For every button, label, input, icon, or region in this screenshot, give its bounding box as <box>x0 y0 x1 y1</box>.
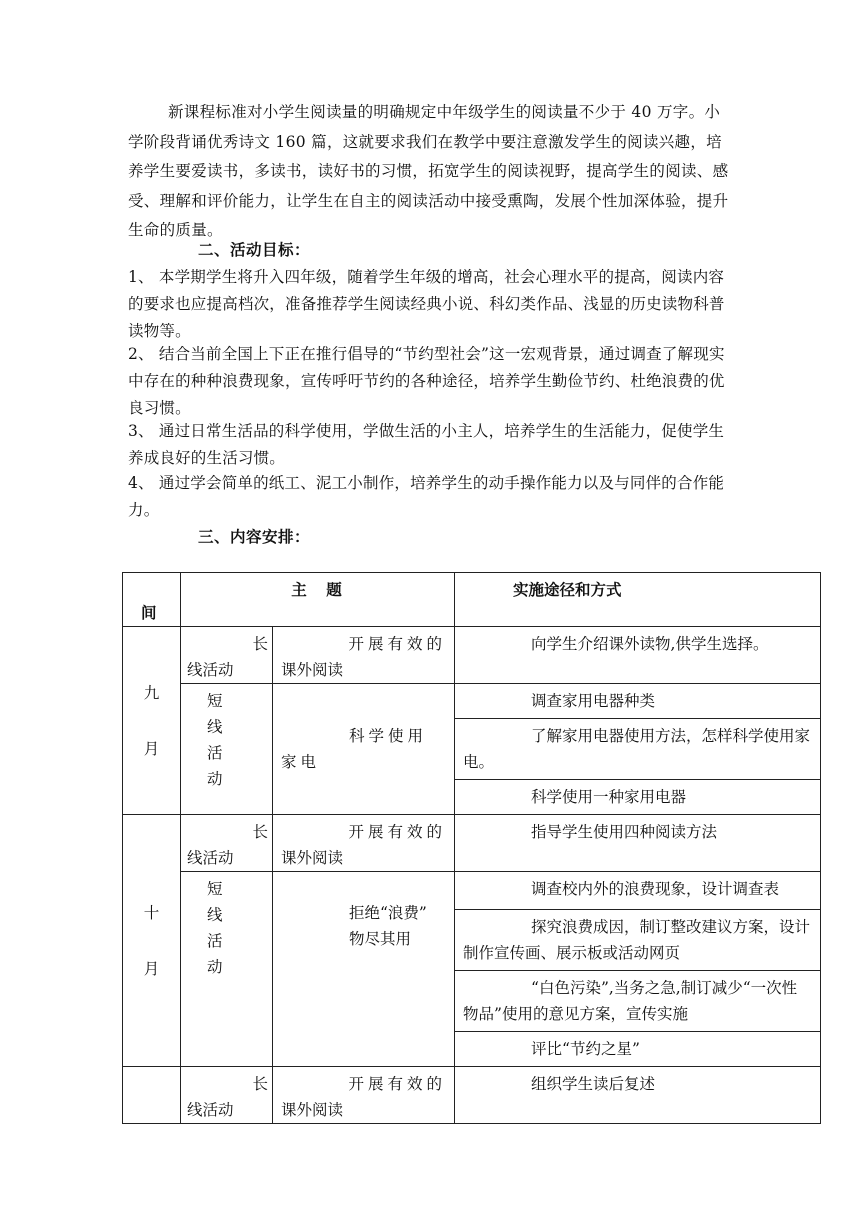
way-cell: 调查校内外的浪费现象，设计调查表 <box>455 872 821 910</box>
long-activity-label: 长 线活动 <box>181 1067 273 1124</box>
table-header-row <box>123 573 821 627</box>
goal-item-1: 1、 本学期学生将升入四年级，随着学生年级的增高，社会心理水平的提高，阅读内容的要求也应提高档次，准备推荐学生阅读经典小说、科幻类作品、浅显的历史读物科普读物等。 <box>128 268 725 340</box>
table-row <box>123 627 821 684</box>
way-cell: 调查家用电器种类 <box>455 684 821 719</box>
way-cell: 评比“节约之星” <box>455 1032 821 1067</box>
section-heading-content: 三、内容安排： <box>198 527 311 546</box>
goal-item-4: 4、 通过学会简单的纸工、泥工小制作，培养学生的动手操作能力以及与同伴的合作能力。 <box>128 474 725 519</box>
topic-reading: 开展有效的 课外阅读 <box>273 815 455 872</box>
header-month: 间 <box>123 573 181 627</box>
table-row <box>123 1067 821 1124</box>
schedule-table <box>122 572 821 1124</box>
topic-reading: 开展有效的 课外阅读 <box>273 627 455 684</box>
month-cell-october: 十 月 <box>123 815 181 1067</box>
goal-item-2: 2、 结合当前全国上下正在推行倡导的“节约型社会”这一宏观背景，通过调查了解现实中存在的种种浪费现象，宣传呼吁节约的各种途径，培养学生勤俭节约、杜绝浪费的优良习惯。 <box>128 345 725 417</box>
header-way: 实施途径和方式 <box>455 573 821 627</box>
topic-waste: 拒绝“浪费” 物尽其用 <box>273 872 455 1067</box>
section-heading-goals: 二、活动目标： <box>198 240 311 259</box>
short-activity-label: 短 线 活 动 <box>181 684 273 815</box>
way-cell: 了解家用电器使用方法，怎样科学使用家电。 <box>455 719 821 780</box>
month-cell-empty <box>123 1067 181 1124</box>
month-cell-september: 九 月 <box>123 627 181 815</box>
goal-item-3: 3、 通过日常生活品的科学使用，学做生活的小主人，培养学生的生活能力，促使学生养成良好的生活习惯。 <box>128 422 725 467</box>
way-cell: 组织学生读后复述 <box>455 1067 821 1124</box>
table-row <box>123 815 821 872</box>
intro-paragraph: 新课程标准对小学生阅读量的明确规定中年级学生的阅读量不少于 40 万字。小学阶段背诵优秀诗文 160 篇，这就要求我们在教学中要注意激发学生的阅读兴趣，培养学生要爱读书，多读书，读好书的习惯，拓宽学生的阅读视野，提高学生的阅读、感受、理解和评价能力，让学生在自主的阅读活动中接受熏陶，发展个性加深体验，提升生命的质量。 <box>128 103 729 239</box>
table-row <box>123 872 821 910</box>
way-cell: 探究浪费成因，制订整改建议方案，设计制作宣传画、展示板或活动网页 <box>455 910 821 971</box>
way-cell: “白色污染”,当务之急,制订减少“一次性物品”使用的意见方案，宣传实施 <box>455 971 821 1032</box>
table-row <box>123 684 821 719</box>
long-activity-label: 长 线活动 <box>181 815 273 872</box>
long-activity-label: 长 线活动 <box>181 627 273 684</box>
header-topic: 主 题 <box>181 573 455 627</box>
short-activity-label: 短 线 活 动 <box>181 872 273 1067</box>
way-cell: 科学使用一种家用电器 <box>455 780 821 815</box>
way-cell: 指导学生使用四种阅读方法 <box>455 815 821 872</box>
way-cell: 向学生介绍课外读物,供学生选择。 <box>455 627 821 684</box>
topic-reading: 开展有效的 课外阅读 <box>273 1067 455 1124</box>
topic-appliances: 科学使用家电 <box>273 684 455 815</box>
